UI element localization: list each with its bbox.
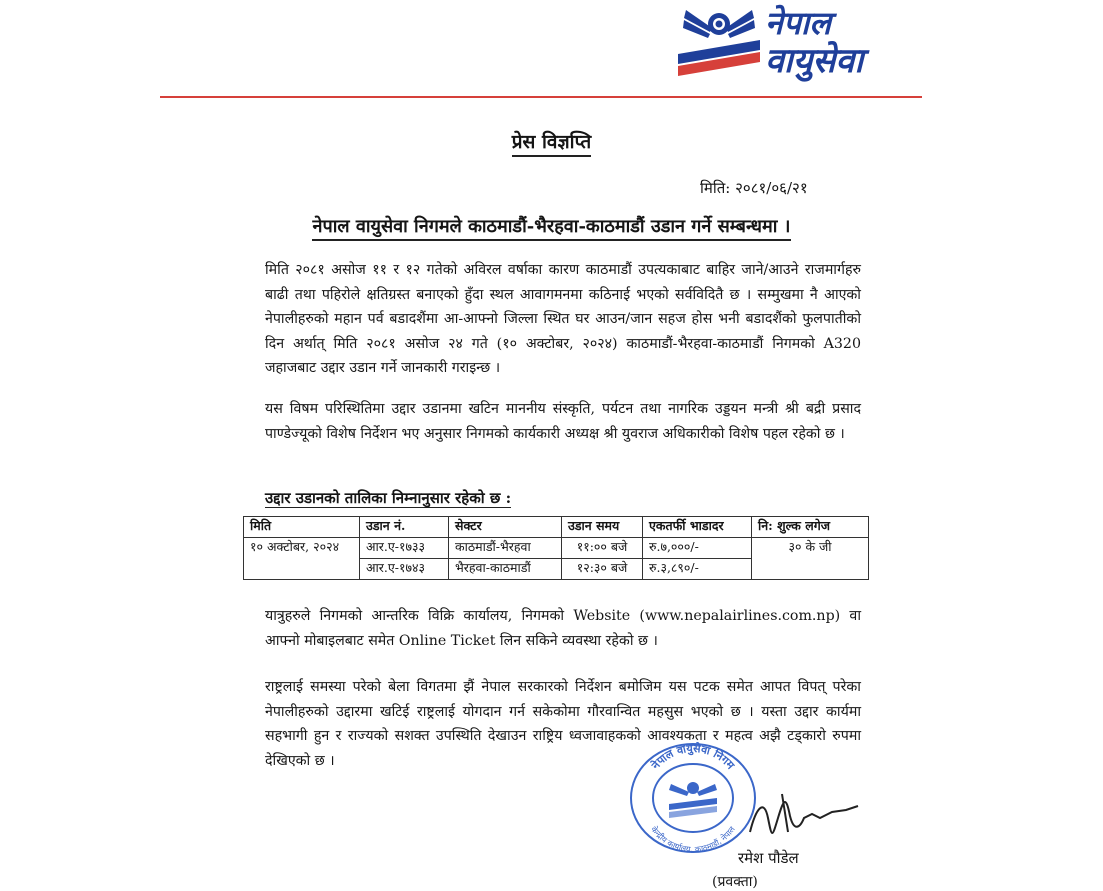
sector-cell: भैरहवा-काठमाडौं <box>449 559 562 580</box>
seal-bottom-text: केन्द्रीय कार्यालय, काठमाडौं, नेपाल <box>649 824 737 854</box>
table-header-row <box>244 517 869 538</box>
document-date: मिति: २०८१/०६/२१ <box>700 179 808 197</box>
logo-wordmark <box>765 4 863 80</box>
nepal-airlines-logo-icon <box>678 2 760 82</box>
sector-cell: काठमाडौं-भैरहवा <box>449 538 562 559</box>
col-baggage-header: नि: शुल्क लगेज <box>752 517 869 538</box>
header-divider <box>160 96 922 98</box>
signer-name: रमेश पौडेल <box>738 849 799 867</box>
col-sector-header: सेक्टर <box>449 517 562 538</box>
paragraph-1: मिति २०८१ असोज ११ र १२ गतेको अविरल वर्षाका कारण काठमाडौं उपत्यकाबाट बाहिर जाने/आउने राजमार्गहरु बाढी तथा पहिरोले क्षतिग्रस्त बनाएको हुँदा स्थल आवागमनमा कठिनाई भएको सर्वविदितै छ । सम्मुखमा नै आएको नेपालीहरुको महान पर्व बडादशैंमा आ-आफ्नो जिल्ला स्थित घर आउन/जान सहज होस भनी बडादशैंको फुलपातीको दिन अर्थात् मिति २०८१ असोज २४ गते (१० अक्टोबर, २०२४) काठमाडौं-भैरहवा-काठमाडौं निगमको A320 जहाजबाट उद्दार उडान गर्ने जानकारी गराइन्छ । <box>265 262 861 376</box>
table-row <box>244 538 869 559</box>
flight-number-cell: आर.ए-१७४३ <box>360 559 449 580</box>
flight-schedule-table <box>243 516 869 580</box>
paragraph-3: यात्रुहरुले निगमको आन्तरिक विक्रि कार्यालय, निगमको Website (www.nepalairlines.com.np) वा आफ्नो मोबाइलबाट समेत Online Ticket लिन सकिने व्यवस्था रहेको छ । <box>265 608 861 649</box>
logo-line-1: नेपाल <box>765 4 831 42</box>
col-fare-header: एकतर्फी भाडादर <box>643 517 752 538</box>
time-cell: ११:०० बजे <box>562 538 643 559</box>
flight-date-cell: १० अक्टोबर, २०२४ <box>244 538 360 580</box>
flight-number-cell: आर.ए-१७३३ <box>360 538 449 559</box>
baggage-cell: ३० के जी <box>752 538 869 580</box>
signer-role: (प्रवक्ता) <box>712 874 758 890</box>
seal-top-text: नेपाल वायुसेवा निगम <box>649 741 737 772</box>
paragraph-4: राष्ट्रलाई समस्या परेको बेला विगतमा झैं नेपाल सरकारको निर्देशन बमोजिम यस पटक समेत आपत विपत् परेका नेपालीहरुको उद्दारमा खटिई राष्ट्रलाई योगदान गर्न सकेकोमा गौरवान्वित महसुस भएको छ । यस्ता उद्दार कार्यमा सहभागी हुन र राज्यको सशक्त उपस्थिति देखाउन राष्ट्रिय ध्वजावाहकको आवश्यकता र महत्व अझै टड्कारो रुपमा देखिएको छ । <box>265 679 861 769</box>
col-date-header: मिति <box>244 517 360 538</box>
table-heading: उद्दार उडानको तालिका निम्नानुसार रहेको छ : <box>265 489 512 507</box>
fare-cell: रु.३,८९०/- <box>643 559 752 580</box>
time-cell: १२:३० बजे <box>562 559 643 580</box>
col-flight-header: उडान नं. <box>360 517 449 538</box>
handwritten-signature-icon <box>742 788 862 848</box>
official-seal-icon <box>625 738 761 854</box>
svg-text:नेपाल वायुसेवा निगम <box>648 741 738 773</box>
svg-text:केन्द्रीय कार्यालय, काठमाडौं, <box>649 824 737 854</box>
logo-line-2: वायुसेवा <box>765 41 864 81</box>
fare-cell: रु.७,०००/- <box>643 538 752 559</box>
document-subject: नेपाल वायुसेवा निगमले काठमाडौं-भैरहवा-काठमाडौं उडान गर्ने सम्बन्धमा । <box>0 214 1103 238</box>
paragraph-2: यस विषम परिस्थितिमा उद्दार उडानमा खटिन माननीय संस्कृति, पर्यटन तथा नागरिक उड्डयन मन्त्री श्री बद्री प्रसाद पाण्डेज्यूको विशेष निर्देशन भए अनुसार निगमको कार्यकारी अध्यक्ष श्री युवराज अधिकारीको विशेष पहल रहेको छ । <box>265 401 861 442</box>
document-title: प्रेस विज्ञप्ति <box>0 128 1103 154</box>
col-time-header: उडान समय <box>562 517 643 538</box>
